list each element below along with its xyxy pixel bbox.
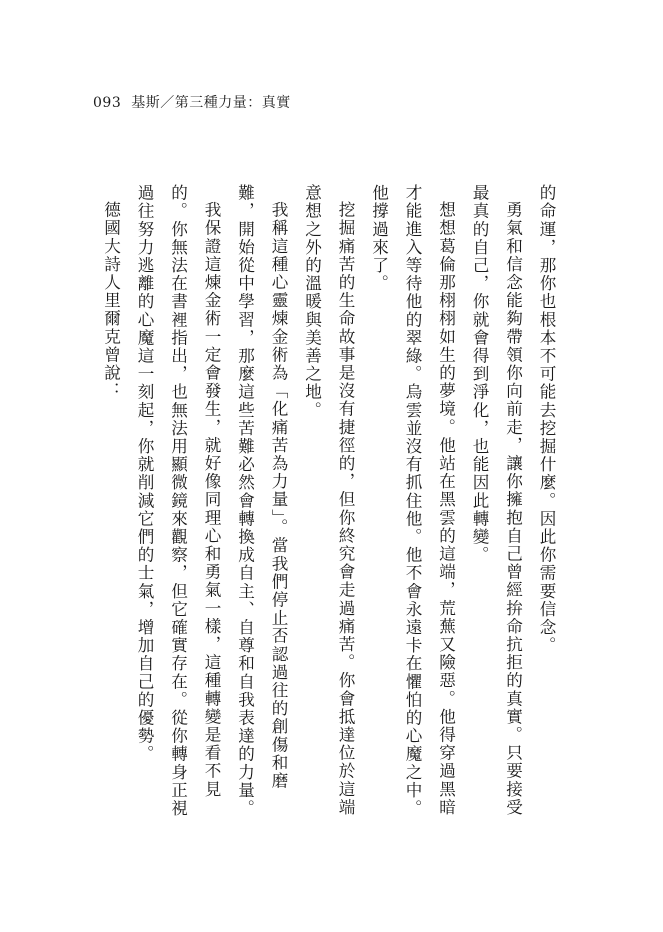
body-text <box>94 184 563 824</box>
paragraph: 想想葛倫那栩栩如生的夢境。他站在黑雲的這端，荒蕪又險惡。他得穿過黑暗才能進入等待他的翠綠。烏雲並沒有抓住他。他不會永遠卡在懼怕的心魔之中。他撐過來了。 <box>369 184 456 818</box>
page-number: 093 <box>93 95 122 111</box>
paragraph: 我稱這種心靈煉金術為「化痛苦為力量」。當我們停止否認過往的創傷和磨難，開始從中學習，那麼這些苦難必然會轉換成自主、自尊和自我表達的力量。 <box>235 184 288 818</box>
paragraph: 我保證這煉金術一定會發生，就好像同理心和勇氣一樣，這種轉變是看不見的。你無法在書裡指出，也無法用顯微鏡來觀察，但它確實存在。從你轉身正視過往努力逃離的心魔這一刻起，你就削減它們的士氣，增加自己的優勢。 <box>135 184 221 818</box>
running-title: 基斯／第三種力量：真實 <box>131 95 291 111</box>
paragraph: 的命運，那你也根本不可能去挖掘什麼。因此你需要信念。 <box>537 184 556 655</box>
running-header <box>93 92 291 112</box>
paragraph: 勇氣和信念能夠帶領你向前走，讓你擁抱自己曾經拚命抗拒的真實。只要接受最真的自己，你就會得到淨化，也能因此轉變。 <box>470 184 523 816</box>
paragraph: 挖掘痛苦的生命故事是沒有捷徑的，但你終究會走過痛苦。你會抵達位於這端意想之外的溫暖與美善之地。 <box>302 184 355 816</box>
quote-lead: 德國大詩人里爾克曾說： <box>101 200 121 400</box>
